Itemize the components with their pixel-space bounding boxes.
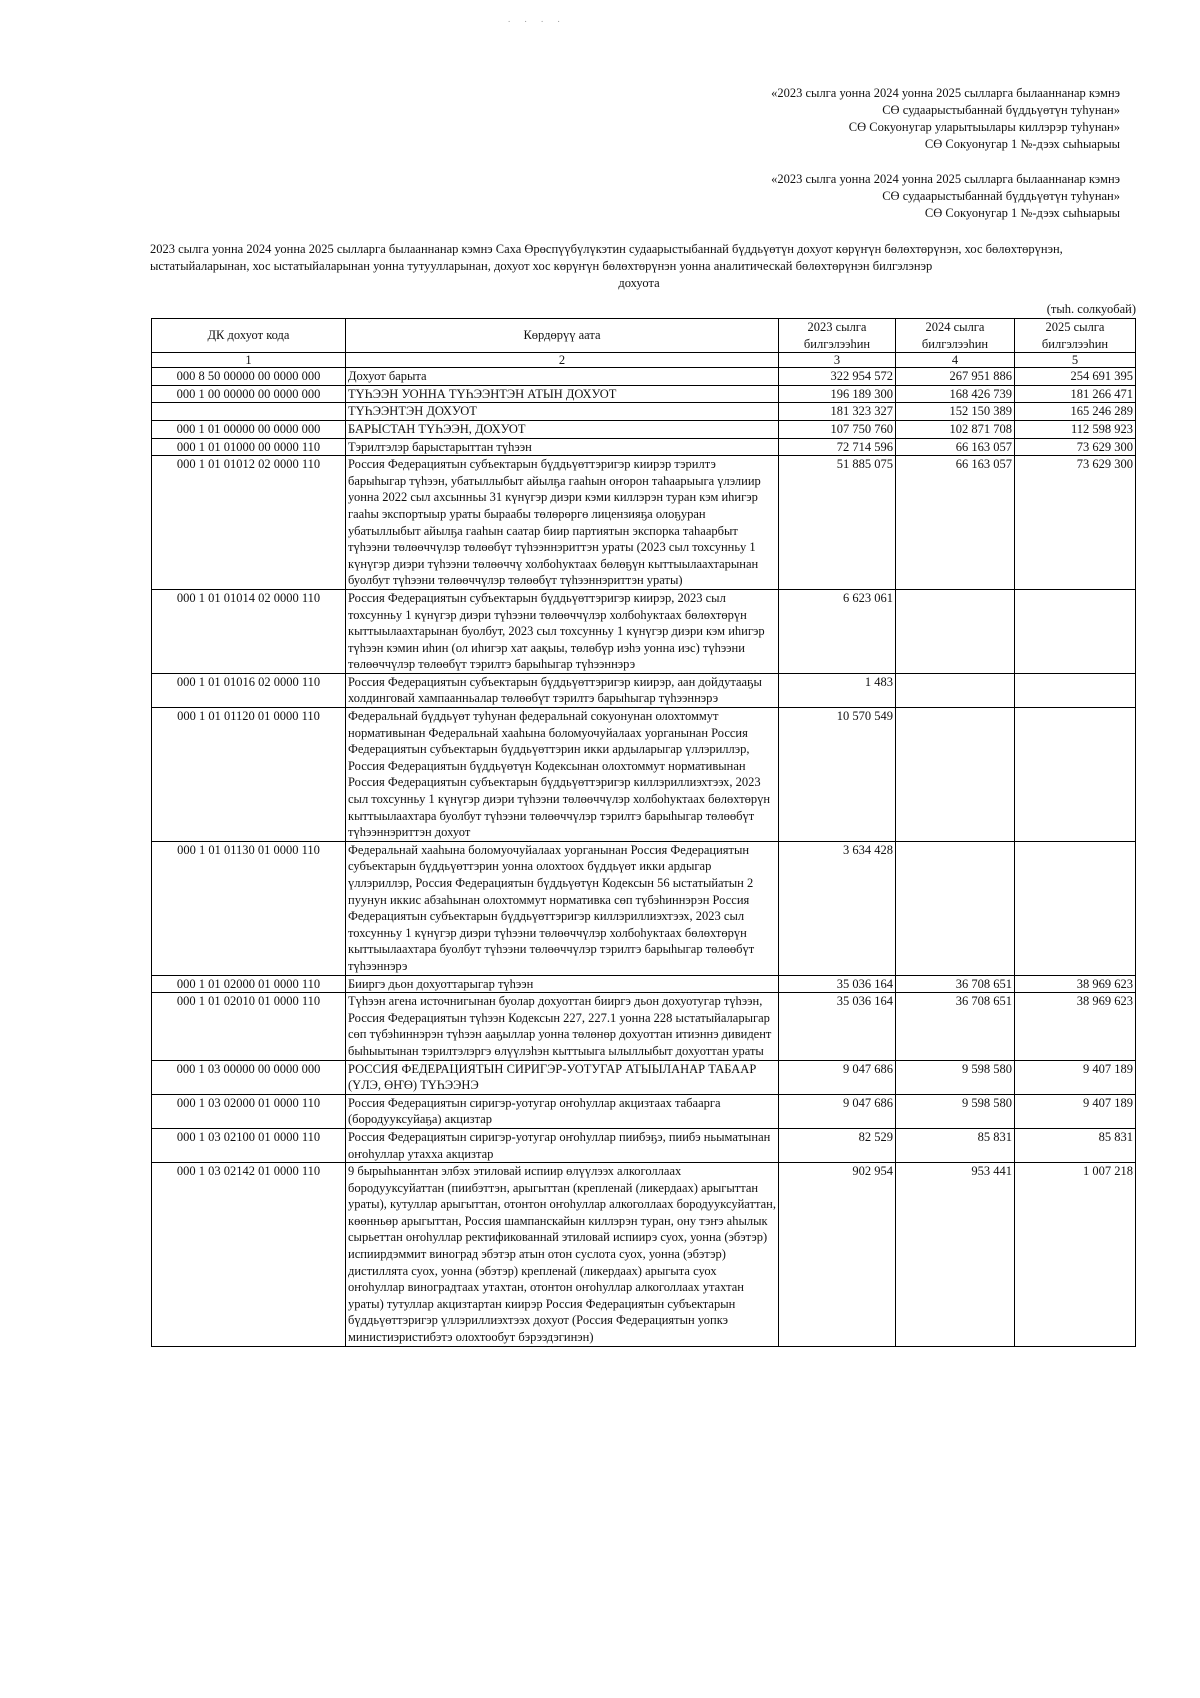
row-code: 000 1 03 02142 01 0000 110 [152, 1163, 346, 1347]
appendix-header-line: СӨ Сокуонугар 1 №-дээх сыһыарыы [924, 137, 1120, 151]
row-value-2025: 73 629 300 [1015, 456, 1136, 590]
row-code: 000 1 01 01000 00 0000 110 [152, 438, 346, 456]
row-value-2024 [896, 708, 1015, 842]
row-value-2023: 9 047 686 [779, 1060, 896, 1094]
row-value-2025 [1015, 841, 1136, 975]
table-row [152, 975, 1136, 993]
row-value-2025 [1015, 673, 1136, 707]
row-value-2023: 902 954 [779, 1163, 896, 1347]
row-value-2024: 152 150 389 [896, 403, 1015, 421]
row-code: 000 1 00 00000 00 0000 000 [152, 385, 346, 403]
table-row [152, 1094, 1136, 1128]
row-value-2023: 35 036 164 [779, 975, 896, 993]
row-code: 000 1 01 02000 01 0000 110 [152, 975, 346, 993]
appendix-header-line: СӨ Сокуонугар 1 №-дээх сыһыарыы [924, 206, 1120, 220]
row-code [152, 403, 346, 421]
row-value-2023: 322 954 572 [779, 368, 896, 386]
row-value-2024 [896, 841, 1015, 975]
row-value-2024: 9 598 580 [896, 1094, 1015, 1128]
column-number-row [152, 353, 1136, 368]
row-value-2023: 107 750 760 [779, 420, 896, 438]
row-name: Тэрилтэлэр барыстарыттан түһээн [346, 438, 779, 456]
row-value-2023: 72 714 596 [779, 438, 896, 456]
row-code: 000 1 01 01012 02 0000 110 [152, 456, 346, 590]
row-value-2023: 196 189 300 [779, 385, 896, 403]
row-value-2023: 51 885 075 [779, 456, 896, 590]
table-row [152, 368, 1136, 386]
appendix-header-line: «2023 сылга уонна 2024 уонна 2025 сылларга былааннанар кэмнэ [771, 172, 1120, 186]
row-name: Федеральнай бүддьүөт туһунан федеральнай сокуонунан олохтоммут нормативынан Федеральнай хааһына боломуочуйалаах уорганынан Россия Федерациятын субъектарын бүддьүөттэрин икки ардыларыгар үллэриллэр, Россия Федерациятын бүддьүөтүн Кодексынан олохтоммут нормативынан Россия Федерациятын субъектарын бүддьүөттэригэр киллэриллиэхтээх, 2023 сыл тохсунньу 1 күнүгэр диэри түһээни төлөөччүлэр холбоһуктаах бөлөхтөрүн кыттыылаахтара буолбут түһээни төлөөччүлэр тэрилтэ барыһыгар төлөөбүт түһээннэриттэн дохуот [346, 708, 779, 842]
row-value-2024: 102 871 708 [896, 420, 1015, 438]
row-value-2023: 82 529 [779, 1128, 896, 1162]
table-row [152, 841, 1136, 975]
row-name: Россия Федерациятын субъектарын бүддьүөттэригэр киирэр, 2023 сыл тохсунньу 1 күнүгэр диэри түһээни төлөөччүлэр холбоһуктаах бөлөхтөрүн кыттыылаахтарынан буолбут, 2023 сыл тохсунньу 1 күнүгэр диэри кэм иһигэр түһээн кэмин иһин (ол иһигэр хат аақыы, төлөбүр иэһэ уонна иэс) түһээни төлөөччүлэр төлөөбүт тэрилтэ барыһыгар түһээннэрэ [346, 589, 779, 673]
row-value-2025 [1015, 708, 1136, 842]
row-value-2024: 85 831 [896, 1128, 1015, 1162]
table-row [152, 403, 1136, 421]
row-name: Россия Федерациятын сиригэр-уотугар оҥоһуллар акцизтаах табаарга (бородууксуйаҕа) акцизтар [346, 1094, 779, 1128]
row-value-2025: 112 598 923 [1015, 420, 1136, 438]
row-name: Россия Федерациятын субъектарын бүддьүөттэригэр киирэр тэрилтэ барыһыгар түһээн, убатыллыбыт айылҕа гааһын оҥорон таһаарыыга үлэлиир уонна 2022 сыл ахсынньы 31 күнүгэр диэри кэми киллэрэн туран кэм иһигэр гааһы экспортыыр ураты быраабы төлөрөргө лицензияҕа олоҕуран убатыллыбыт айылҕа гааһын саатар биир партиятын экспорка таһаарбыт түһээни төлөөччүлэр төлөөбүт түһээннэриттэн ураты (2023 сыл тохсунньу 1 күнүгэр диэри түһээни төлөөччү холбоһуктаах бөлөҕүн кыттыылаахтарынан буолбут түһээни төлөөччүлэр төлөөбүт түһээннэриттэн ураты) [346, 456, 779, 590]
row-name: РОССИЯ ФЕДЕРАЦИЯТЫН СИРИГЭР-УОТУГАР АТЫЫЛАНАР ТАБААР (ҮЛЭ, ӨҤӨ) ТҮҺЭЭНЭ [346, 1060, 779, 1094]
row-name: Дохуот барыта [346, 368, 779, 386]
row-name: Россия Федерациятын субъектарын бүддьүөттэригэр киирэр, аан дойдутааҕы холдинговай хампаанньалар төлөөбүт тэрилтэ барыһыгар түһээннэрэ [346, 673, 779, 707]
row-value-2025: 9 407 189 [1015, 1060, 1136, 1094]
row-name: Россия Федерациятын сиригэр-уотугар оҥоһуллар пиибэҕэ, пиибэ ньыматынан оҥоһуллар утахха акцизтар [346, 1128, 779, 1162]
header-2025: 2025 сылга билгэлээһин [1015, 319, 1136, 353]
revenue-table [151, 318, 1136, 1347]
appendix-header-2 [771, 171, 1120, 222]
row-value-2023: 9 047 686 [779, 1094, 896, 1128]
row-name: ТҮҺЭЭН УОННА ТҮҺЭЭНТЭН АТЫН ДОХУОТ [346, 385, 779, 403]
table-header-row [152, 319, 1136, 353]
table-row [152, 420, 1136, 438]
row-code: 000 1 01 02010 01 0000 110 [152, 993, 346, 1060]
row-value-2023: 6 623 061 [779, 589, 896, 673]
table-row [152, 1163, 1136, 1347]
row-value-2023: 35 036 164 [779, 993, 896, 1060]
column-number: 3 [779, 353, 896, 368]
row-name: 9 бырыһыаннтан элбэх этиловай испиир өлүүлээх алкоголлаах бородууксуйаттан (пиибэттэн, арыгыттан (крепленай (ликердаах) арыгыттан ураты), кутуллар арыгыттан, отонтон оҥоһуллар алкоголлаах бородууксуйаттан, көөнньөр арыгыттан, Россия шампанскайын киллэрэн туран, ону тэҥэ аһылык сырьеттан оҥоһуллар ректификованнай этиловай испиирэ суох, уонна (эбэтэр) испиирдэммит виноград эбэтэр атын отон суслота суох, уонна (эбэтэр) дистиллята суох, уонна (эбэтэр) крепленай (ликердаах) арыгыта суох оҥоһуллар виноградтаах утахтан, отонтон оҥоһуллар алкоголлаах утахтан ураты) тутуллар акцизтартан киирэр Россия Федерациятын субъектарын бүддьүөттэригэр үллэриллиэхтээх дохуот (Россия Федерациятын уопкэ министиэристибэтэ олохтообут бэрээдэгинэн) [346, 1163, 779, 1347]
top-mark: . . . . [508, 14, 566, 24]
header-name: Көрдөрүү аата [346, 319, 779, 353]
row-value-2024: 168 426 739 [896, 385, 1015, 403]
row-value-2024 [896, 673, 1015, 707]
document-title-last: дохуота [618, 276, 660, 290]
row-value-2023: 181 323 327 [779, 403, 896, 421]
appendix-header-line: СӨ судаарыстыбаннай бүддьүөтүн туһунан» [882, 189, 1120, 203]
row-value-2023: 1 483 [779, 673, 896, 707]
document-title [150, 241, 1128, 292]
row-value-2025: 73 629 300 [1015, 438, 1136, 456]
row-name: Бииргэ дьон дохуоттарыгар түһээн [346, 975, 779, 993]
column-number: 2 [346, 353, 779, 368]
row-name: ТҮҺЭЭНТЭН ДОХУОТ [346, 403, 779, 421]
appendix-header-line: СӨ Сокуонугар уларытыылары киллэрэр туһунан» [848, 120, 1120, 134]
row-value-2024: 66 163 057 [896, 456, 1015, 590]
row-value-2024: 36 708 651 [896, 993, 1015, 1060]
column-number: 5 [1015, 353, 1136, 368]
table-row [152, 589, 1136, 673]
row-name: Федеральнай хааһына боломуочуйалаах уорганынан Россия Федерациятын субъектарын бүддьүөттэрин уонна олохтоох бүддьүөт икки ардыгар үллэриллэр, Россия Федерациятын бүддьүөтүн Кодексын 56 ыстатыйатын 2 пуунун иккис абзаһынан олохтоммут нормативка сөп түбэһиннэрэн Россия Федерациятын субъектарын бүддьүөттэригэр киллэриллиэхтээх, 2023 сыл тохсунньу 1 күнүгэр диэри түһээни төлөөччүлэр холбоһуктаах бөлөхтөрүн кыттыылаахтара буолбут түһээни төлөөччүлэр тэрилтэ барыһыгар төлөөбүт түһээннэрэ [346, 841, 779, 975]
row-code: 000 1 01 00000 00 0000 000 [152, 420, 346, 438]
row-value-2025: 254 691 395 [1015, 368, 1136, 386]
row-value-2025: 9 407 189 [1015, 1094, 1136, 1128]
row-value-2025 [1015, 589, 1136, 673]
row-name: Түһээн агена источнигынан буолар дохуоттан бииргэ дьон дохуотугар түһээн, Россия Федерациятын түһээн Кодексын 227, 227.1 уонна 228 ыстатыйаларыгар сөп түбэһиннэрэн түһээн ааҕыллар уонна төлөнөр дохуоттан итиэннэ дивидент быһыытынан тэрилтэлэргэ өлүүлэһэн кыттыыга ылыллыбыт дохуоттан ураты [346, 993, 779, 1060]
row-value-2024: 9 598 580 [896, 1060, 1015, 1094]
row-value-2024: 267 951 886 [896, 368, 1015, 386]
appendix-header-1 [771, 85, 1120, 153]
row-code: 000 1 01 01130 01 0000 110 [152, 841, 346, 975]
units-label: (тыһ. солкуобай) [1046, 302, 1136, 316]
row-value-2023: 10 570 549 [779, 708, 896, 842]
column-number: 1 [152, 353, 346, 368]
row-code: 000 1 01 01120 01 0000 110 [152, 708, 346, 842]
header-code: ДК дохуот кода [152, 319, 346, 353]
table-row [152, 673, 1136, 707]
row-code: 000 1 01 01016 02 0000 110 [152, 673, 346, 707]
row-code: 000 1 03 00000 00 0000 000 [152, 1060, 346, 1094]
row-value-2025: 1 007 218 [1015, 1163, 1136, 1347]
table-row [152, 708, 1136, 842]
row-value-2025: 38 969 623 [1015, 993, 1136, 1060]
row-value-2023: 3 634 428 [779, 841, 896, 975]
row-code: 000 1 03 02100 01 0000 110 [152, 1128, 346, 1162]
table-row [152, 438, 1136, 456]
header-2024: 2024 сылга билгэлээһин [896, 319, 1015, 353]
row-value-2024 [896, 589, 1015, 673]
table-row [152, 1060, 1136, 1094]
table-row [152, 993, 1136, 1060]
column-number: 4 [896, 353, 1015, 368]
document-title-main: 2023 сылга уонна 2024 уонна 2025 сылларга былааннанар кэмнэ Саха Өрөспүүбүлүкэтин судаарыстыбаннай бүддьүөтүн дохуот көрүҥүн бөлөхтөрүнэн, хос бөлөхтөрүнэн, ыстатыйаларынан, хос ыстатыйаларынан уонна тутуулларынан, дохуот хос көрүҥүн бөлөхтөрүнэн уонна аналитическай бөлөхтөрүнэн билгэлэнэр [150, 242, 1063, 273]
appendix-header-line: «2023 сылга уонна 2024 уонна 2025 сылларга былааннанар кэмнэ [771, 86, 1120, 100]
row-code: 000 1 03 02000 01 0000 110 [152, 1094, 346, 1128]
row-value-2025: 165 246 289 [1015, 403, 1136, 421]
appendix-header-line: СӨ судаарыстыбаннай бүддьүөтүн туһунан» [882, 103, 1120, 117]
row-value-2025: 85 831 [1015, 1128, 1136, 1162]
row-value-2025: 181 266 471 [1015, 385, 1136, 403]
row-value-2024: 36 708 651 [896, 975, 1015, 993]
row-value-2025: 38 969 623 [1015, 975, 1136, 993]
row-code: 000 1 01 01014 02 0000 110 [152, 589, 346, 673]
table-row [152, 456, 1136, 590]
row-code: 000 8 50 00000 00 0000 000 [152, 368, 346, 386]
table-row [152, 385, 1136, 403]
header-2023: 2023 сылга билгэлээһин [779, 319, 896, 353]
row-value-2024: 953 441 [896, 1163, 1015, 1347]
row-value-2024: 66 163 057 [896, 438, 1015, 456]
row-name: БАРЫСТАН ТҮҺЭЭН, ДОХУОТ [346, 420, 779, 438]
table-row [152, 1128, 1136, 1162]
